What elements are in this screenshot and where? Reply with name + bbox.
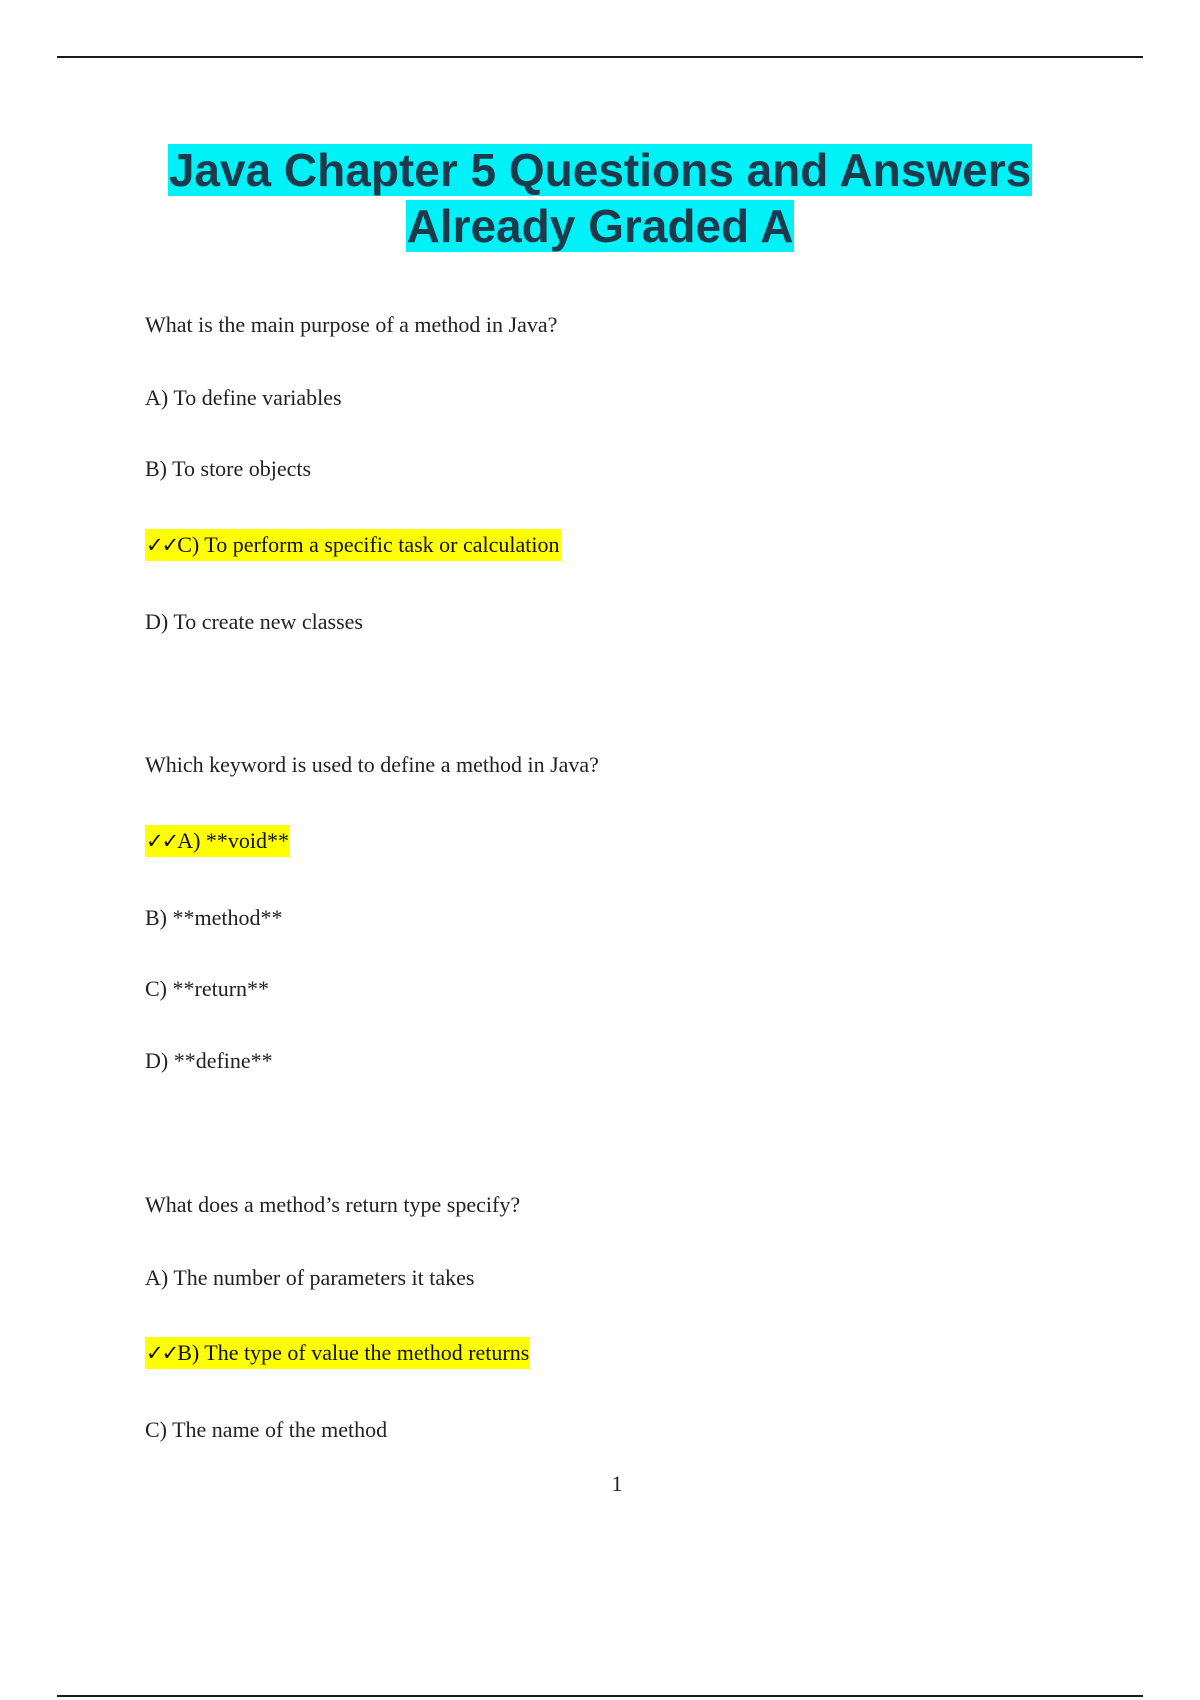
double-check-icon: ✓✓ bbox=[146, 1341, 178, 1365]
document-title bbox=[0, 142, 1200, 254]
top-rule bbox=[57, 56, 1143, 58]
question-1-option-b: B) To store objects bbox=[145, 456, 312, 481]
question-2-text: Which keyword is used to define a method in Java? bbox=[145, 752, 599, 777]
bottom-rule bbox=[57, 1695, 1143, 1697]
answer-text: A) **void** bbox=[177, 828, 290, 853]
question-3-option-c: C) The name of the method bbox=[145, 1417, 388, 1442]
question-3-option-a: A) The number of parameters it takes bbox=[145, 1265, 475, 1290]
title-line-2: Already Graded A bbox=[406, 200, 794, 252]
correct-answer-highlight bbox=[145, 825, 290, 857]
correct-answer-highlight bbox=[145, 1337, 530, 1369]
question-2-option-a-correct bbox=[145, 826, 290, 856]
question-3-option-b-correct bbox=[145, 1338, 530, 1368]
double-check-icon: ✓✓ bbox=[146, 533, 178, 557]
double-check-icon: ✓✓ bbox=[146, 829, 178, 853]
question-2-option-b: B) **method** bbox=[145, 905, 283, 930]
question-1-text: What is the main purpose of a method in Java? bbox=[145, 312, 558, 337]
question-2-option-c: C) **return** bbox=[145, 976, 270, 1001]
question-1-option-d: D) To create new classes bbox=[145, 609, 363, 634]
question-2-option-d: D) **define** bbox=[145, 1048, 273, 1073]
page-number: 1 bbox=[611, 1471, 623, 1496]
question-1-option-c-correct bbox=[145, 530, 561, 560]
correct-answer-highlight bbox=[145, 529, 561, 561]
answer-text: B) The type of value the method returns bbox=[177, 1340, 530, 1365]
question-1-option-a: A) To define variables bbox=[145, 385, 342, 410]
question-3-text: What does a method’s return type specify? bbox=[145, 1192, 521, 1217]
title-line-1: Java Chapter 5 Questions and Answers bbox=[168, 144, 1032, 196]
answer-text: C) To perform a specific task or calculation bbox=[177, 532, 560, 557]
